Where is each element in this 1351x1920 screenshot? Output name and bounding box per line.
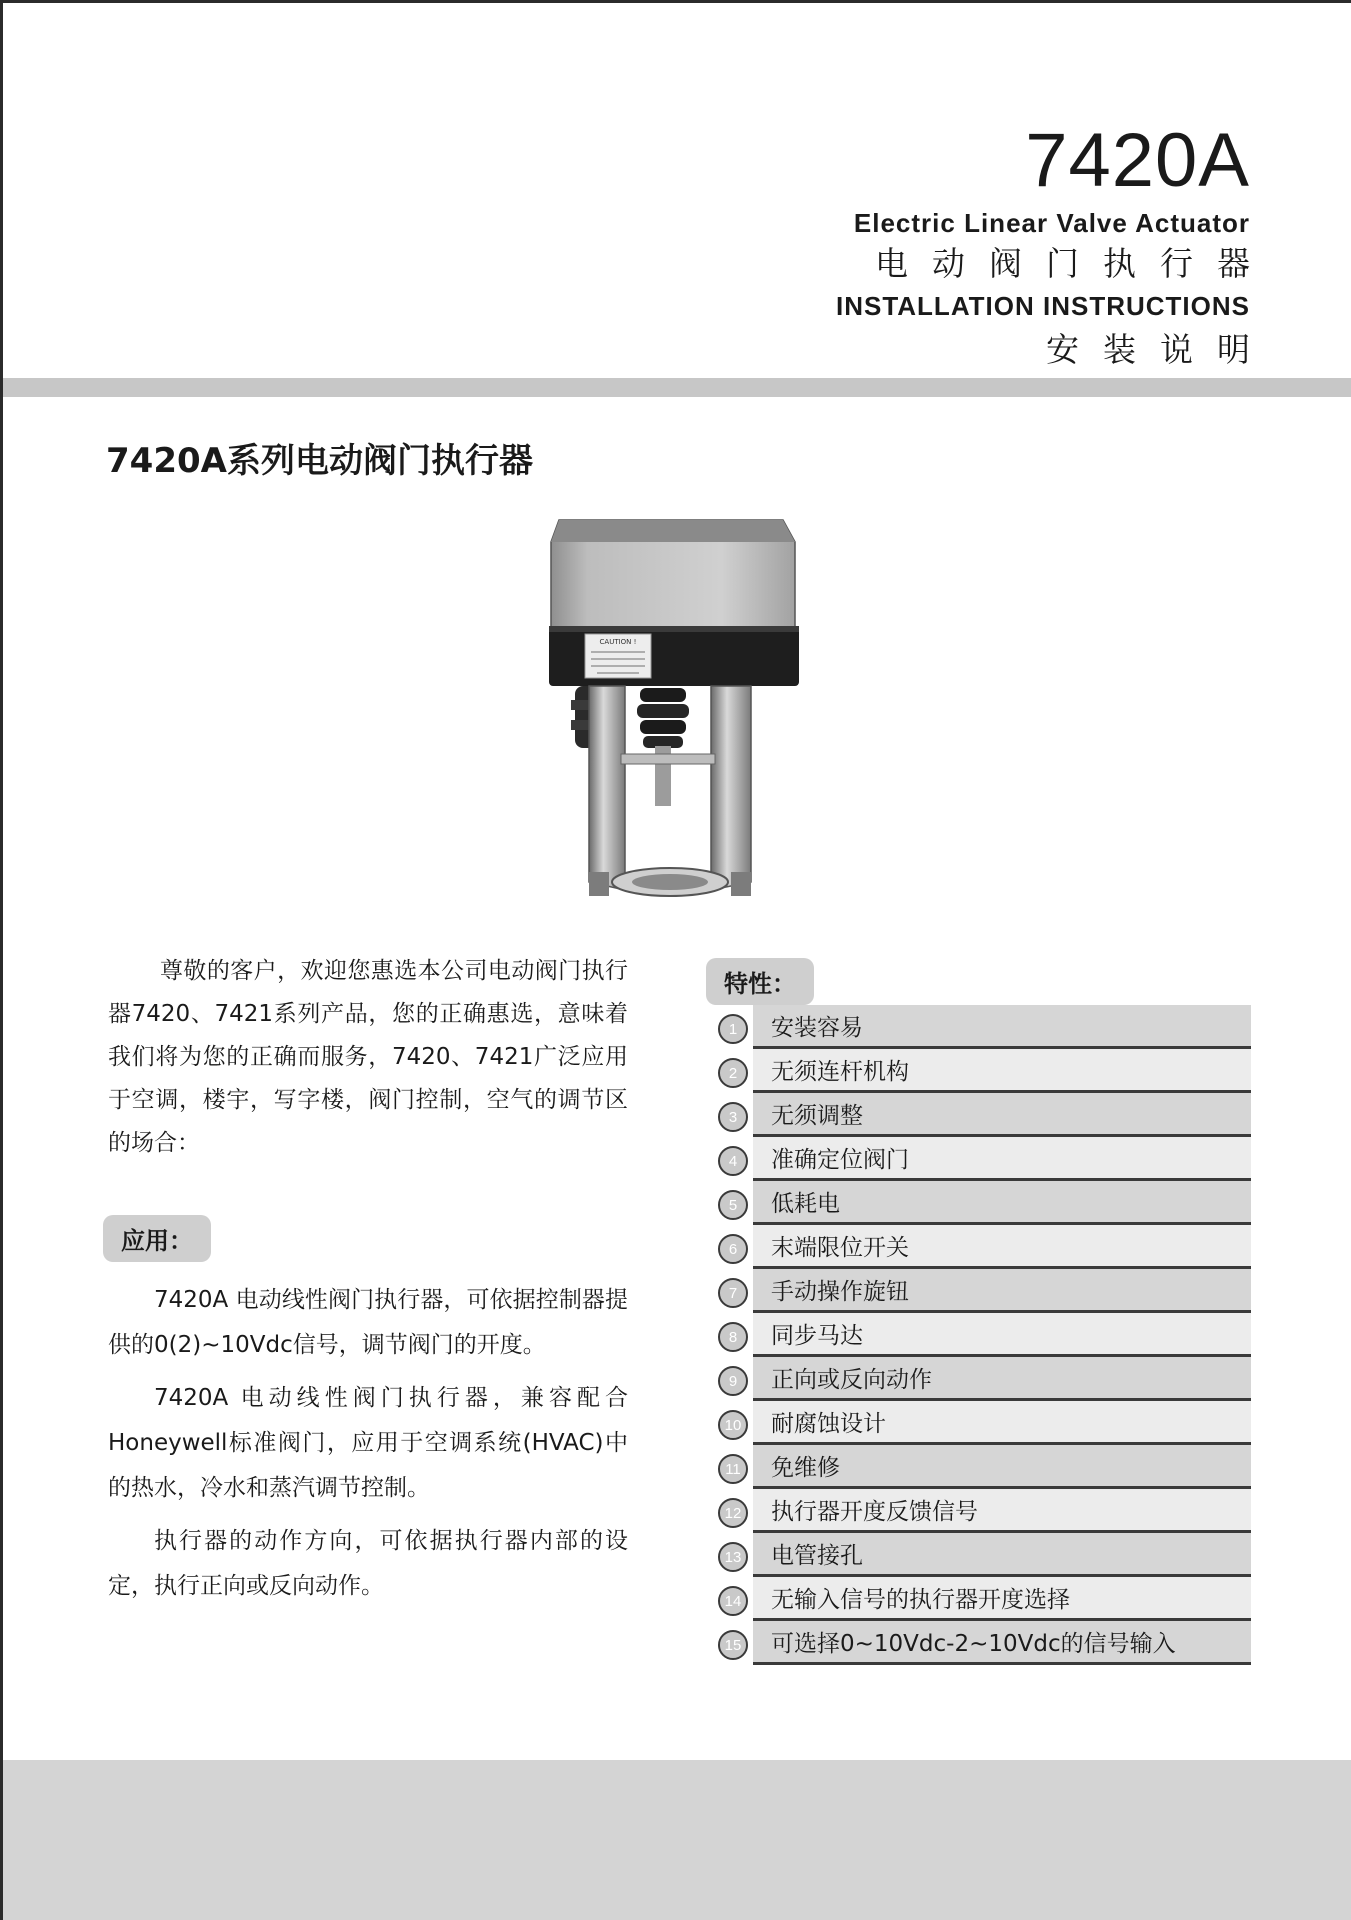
caution-label: CAUTION ! [599, 638, 637, 646]
feature-number-badge: 14 [718, 1586, 748, 1616]
feature-label: 低耗电 [753, 1181, 1251, 1225]
application-paragraph-2: 7420A 电动线性阀门执行器，兼容配合Honeywell标准阀门，应用于空调系统(HVAC)中的热水，冷水和蒸汽调节控制。 [108, 1385, 628, 1501]
feature-label: 无输入信号的执行器开度选择 [753, 1577, 1251, 1621]
application-paragraph-3: 执行器的动作方向，可依据执行器内部的设定，执行正向或反向动作。 [108, 1528, 628, 1599]
feature-label: 安装容易 [753, 1005, 1251, 1049]
feature-number-badge: 5 [718, 1190, 748, 1220]
application-text [108, 1278, 628, 1617]
document-header [835, 118, 1274, 372]
feature-item [715, 1093, 1251, 1137]
feature-item [715, 1181, 1251, 1225]
left-border [0, 0, 3, 1920]
header-divider-band [3, 378, 1351, 397]
product-photo [545, 510, 815, 910]
feature-label: 末端限位开关 [753, 1225, 1251, 1269]
section-title: 7420A系列电动阀门执行器 [106, 441, 533, 481]
feature-label: 执行器开度反馈信号 [753, 1489, 1251, 1533]
features-list [715, 1005, 1251, 1665]
feature-item [715, 1357, 1251, 1401]
feature-number-badge: 13 [718, 1542, 748, 1572]
feature-label: 手动操作旋钮 [753, 1269, 1251, 1313]
intro-text [108, 950, 628, 1165]
feature-number-badge: 8 [718, 1322, 748, 1352]
feature-item [715, 1005, 1251, 1049]
feature-item [715, 1577, 1251, 1621]
feature-number-badge: 12 [718, 1498, 748, 1528]
model-number: 7420A [1025, 118, 1250, 203]
feature-item [715, 1049, 1251, 1093]
feature-item [715, 1313, 1251, 1357]
feature-item [715, 1621, 1251, 1665]
feature-number-badge: 15 [718, 1630, 748, 1660]
valve-actuator-image [545, 510, 815, 910]
doc-type-en: INSTALLATION INSTRUCTIONS [835, 291, 1250, 321]
feature-label: 无须连杆机构 [753, 1049, 1251, 1093]
feature-label: 准确定位阀门 [753, 1137, 1251, 1181]
top-border [0, 0, 1351, 3]
feature-label: 无须调整 [753, 1093, 1251, 1137]
intro-paragraph: 尊敬的客户，欢迎您惠选本公司电动阀门执行器7420、7421系列产品，您的正确惠选，意味着我们将为您的正确而服务，7420、7421广泛应用于空调，楼宇，写字楼，阀门控制，空气的调节区的场合： [108, 958, 628, 1156]
feature-item [715, 1401, 1251, 1445]
feature-label: 正向或反向动作 [753, 1357, 1251, 1401]
feature-item [715, 1445, 1251, 1489]
feature-item [715, 1489, 1251, 1533]
feature-item [715, 1137, 1251, 1181]
feature-number-badge: 10 [718, 1410, 748, 1440]
feature-number-badge: 1 [718, 1014, 748, 1044]
doc-type-cn: 安装说明 [1046, 330, 1274, 369]
feature-number-badge: 4 [718, 1146, 748, 1176]
feature-number-badge: 9 [718, 1366, 748, 1396]
feature-label: 电管接孔 [753, 1533, 1251, 1577]
product-name-en: Electric Linear Valve Actuator [853, 208, 1250, 238]
application-tag: 应用： [103, 1215, 211, 1262]
feature-item [715, 1269, 1251, 1313]
feature-number-badge: 6 [718, 1234, 748, 1264]
feature-label: 同步马达 [753, 1313, 1251, 1357]
feature-item [715, 1533, 1251, 1577]
features-tag: 特性： [706, 958, 814, 1005]
feature-label: 耐腐蚀设计 [753, 1401, 1251, 1445]
feature-number-badge: 7 [718, 1278, 748, 1308]
feature-item [715, 1225, 1251, 1269]
feature-label: 免维修 [753, 1445, 1251, 1489]
product-name-cn: 电动阀门执行器 [875, 244, 1274, 283]
feature-number-badge: 11 [718, 1454, 748, 1484]
footer-band [3, 1760, 1351, 1920]
application-paragraph-1: 7420A 电动线性阀门执行器，可依据控制器提供的0(2)~10Vdc信号，调节阀门的开度。 [108, 1287, 628, 1358]
feature-number-badge: 2 [718, 1058, 748, 1088]
feature-number-badge: 3 [718, 1102, 748, 1132]
feature-label: 可选择0~10Vdc-2~10Vdc的信号输入 [753, 1621, 1251, 1665]
